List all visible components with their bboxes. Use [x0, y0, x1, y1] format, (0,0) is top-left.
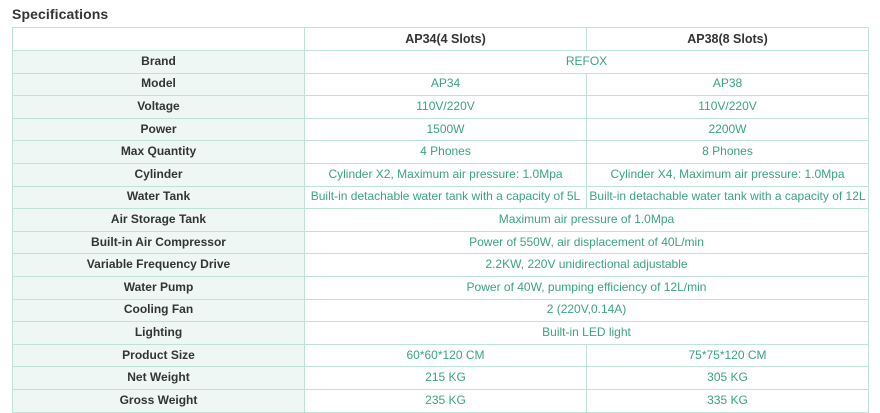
- table-cell-value: 2200W: [587, 118, 869, 141]
- table-row: [13, 389, 869, 412]
- table-row-label: Built-in Air Compressor: [13, 231, 305, 254]
- table-row-label: Net Weight: [13, 367, 305, 390]
- table-cell-value: 8 Phones: [587, 141, 869, 164]
- specifications-table: [12, 27, 869, 413]
- table-cell-value: AP38: [587, 73, 869, 96]
- table-header-ap38: AP38(8 Slots): [587, 28, 869, 51]
- table-row-label: Lighting: [13, 322, 305, 345]
- table-row-label: Water Tank: [13, 186, 305, 209]
- table-cell-value: 1500W: [305, 118, 587, 141]
- table-row-label: Power: [13, 118, 305, 141]
- table-row-label: Model: [13, 73, 305, 96]
- table-row-label: Cooling Fan: [13, 299, 305, 322]
- table-cell-value: 4 Phones: [305, 141, 587, 164]
- table-row-label: Gross Weight: [13, 389, 305, 412]
- table-row-label: Variable Frequency Drive: [13, 254, 305, 277]
- table-row: [13, 73, 869, 96]
- table-cell-value: 305 KG: [587, 367, 869, 390]
- table-row: [13, 118, 869, 141]
- page-title: Specifications: [12, 6, 109, 22]
- table-cell-value: 215 KG: [305, 367, 587, 390]
- table-head: [13, 28, 869, 51]
- table-row: [13, 299, 869, 322]
- table-row: [13, 209, 869, 232]
- table-cell-value: 110V/220V: [305, 96, 587, 119]
- table-body: [13, 51, 869, 413]
- table-row: [13, 367, 869, 390]
- table-cell-value: Power of 550W, air displacement of 40L/min: [305, 231, 869, 254]
- table-cell-value: 75*75*120 CM: [587, 344, 869, 367]
- table-cell-value: 60*60*120 CM: [305, 344, 587, 367]
- table-row: [13, 163, 869, 186]
- table-cell-value: 235 KG: [305, 389, 587, 412]
- table-cell-value: Maximum air pressure of 1.0Mpa: [305, 209, 869, 232]
- table-cell-value: AP34: [305, 73, 587, 96]
- table-cell-value: Cylinder X2, Maximum air pressure: 1.0Mpa: [305, 163, 587, 186]
- table-cell-value: REFOX: [305, 51, 869, 74]
- table-cell-value: Built-in detachable water tank with a capacity of 12L: [587, 186, 869, 209]
- table-cell-value: Built-in LED light: [305, 322, 869, 345]
- table-cell-value: 110V/220V: [587, 96, 869, 119]
- table-cell-value: Cylinder X4, Maximum air pressure: 1.0Mpa: [587, 163, 869, 186]
- table-cell-value: 2 (220V,0.14A): [305, 299, 869, 322]
- table-row-label: Max Quantity: [13, 141, 305, 164]
- table-row-label: Brand: [13, 51, 305, 74]
- table-header-blank: [13, 28, 305, 51]
- table-row-label: Voltage: [13, 96, 305, 119]
- table-cell-value: Power of 40W, pumping efficiency of 12L/min: [305, 276, 869, 299]
- table-row-label: Water Pump: [13, 276, 305, 299]
- table-header-ap34: AP34(4 Slots): [305, 28, 587, 51]
- table-row: [13, 231, 869, 254]
- table-cell-value: 2.2KW, 220V unidirectional adjustable: [305, 254, 869, 277]
- table-row-label: Product Size: [13, 344, 305, 367]
- table-row: [13, 186, 869, 209]
- table-cell-value: 335 KG: [587, 389, 869, 412]
- table-row: [13, 51, 869, 74]
- table-row: [13, 141, 869, 164]
- table-row: [13, 344, 869, 367]
- table-cell-value: Built-in detachable water tank with a capacity of 5L: [305, 186, 587, 209]
- table-row: [13, 276, 869, 299]
- table-row: [13, 96, 869, 119]
- table-row: [13, 254, 869, 277]
- table-row: [13, 322, 869, 345]
- table-header-row: [13, 28, 869, 51]
- table-row-label: Cylinder: [13, 163, 305, 186]
- table-row-label: Air Storage Tank: [13, 209, 305, 232]
